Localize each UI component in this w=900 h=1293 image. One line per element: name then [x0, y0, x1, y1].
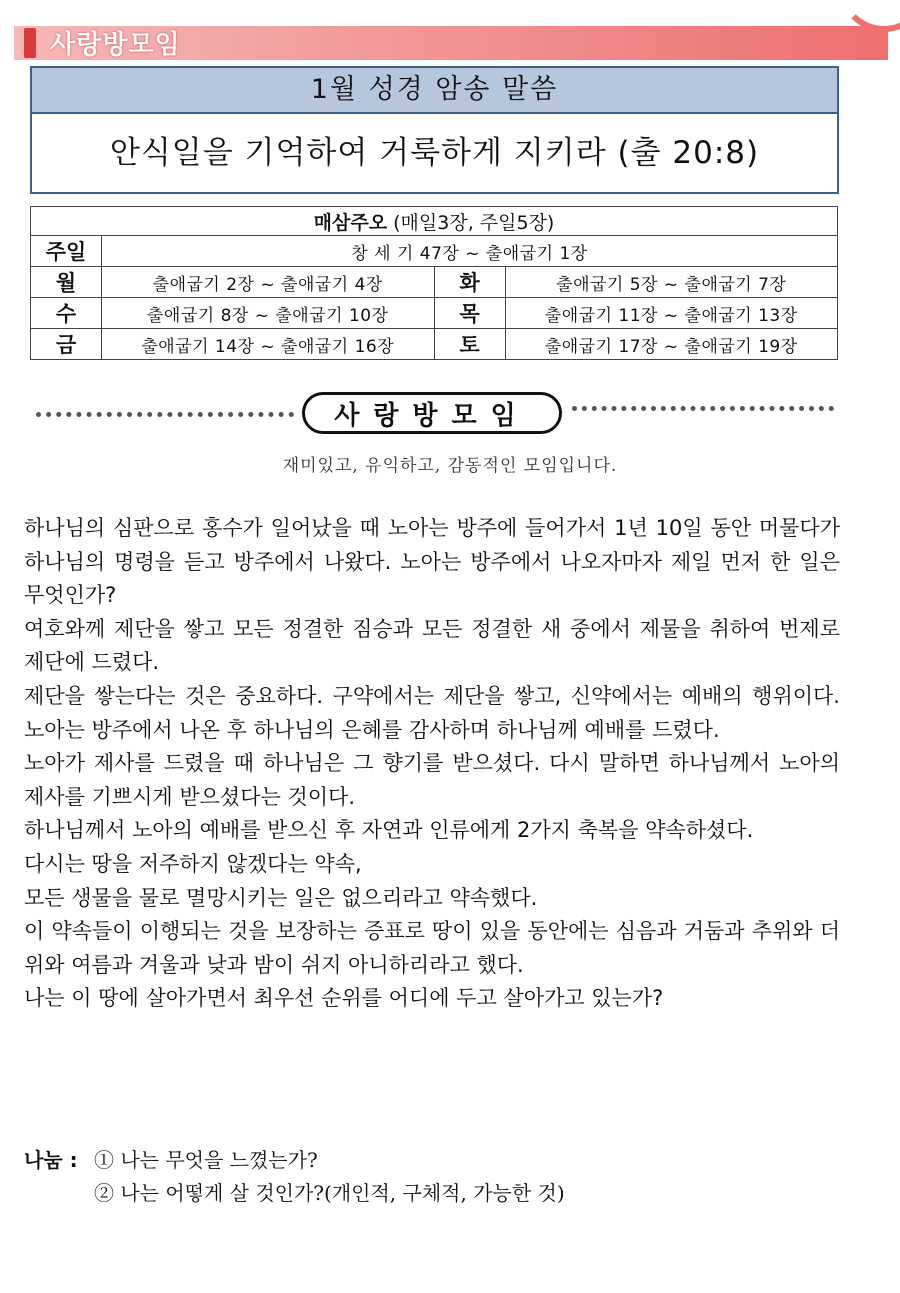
- sharing-row-2: [24, 1177, 565, 1210]
- day-label: 화: [434, 267, 505, 298]
- dotted-divider-right: [572, 406, 834, 411]
- day-label: 토: [434, 329, 505, 360]
- memory-verse-text: 안식일을 기억하여 거룩하게 지키라 (출 20:8): [109, 135, 760, 171]
- day-label: 수: [31, 298, 102, 329]
- day-label: 월: [31, 267, 102, 298]
- paragraph: 나는 이 땅에 살아가면서 최우선 순위를 어디에 두고 살아가고 있는가?: [24, 986, 664, 1011]
- article-body: [24, 512, 840, 1016]
- reading-plan-table: [30, 206, 838, 360]
- section-title: 사랑방모임: [302, 392, 562, 434]
- reading-plan-title: [31, 207, 838, 236]
- reading-row: [31, 298, 838, 329]
- reading-range: 출애굽기 2장 ~ 출애굽기 4장: [102, 267, 435, 298]
- day-label: 주일: [31, 236, 102, 267]
- reading-row: [31, 267, 838, 298]
- sharing-row-1: [24, 1144, 565, 1177]
- reading-range: 출애굽기 17장 ~ 출애굽기 19장: [505, 329, 838, 360]
- reading-range: 출애굽기 5장 ~ 출애굽기 7장: [505, 267, 838, 298]
- paragraph: 다시는 땅을 저주하지 않겠다는 약속,: [24, 851, 362, 876]
- memory-verse-box: [30, 66, 839, 194]
- reading-plan-title-row: [31, 207, 838, 236]
- header-title: 사랑방모임: [50, 30, 181, 60]
- sharing-questions: [24, 1144, 565, 1210]
- paragraph: 제단을 쌓는다는 것은 중요하다. 구약에서는 제단을 쌓고, 신약에서는 예배의 행위이다. 노아는 방주에서 나온 후 하나님의 은혜를 감사하며 하나님께 예배를 드렸다.: [24, 683, 840, 742]
- reading-range: 출애굽기 14장 ~ 출애굽기 16장: [102, 329, 435, 360]
- paragraph: 하나님의 심판으로 홍수가 일어났을 때 노아는 방주에 들어가서 1년 10일 동안 머물다가 하나님의 명령을 듣고 방주에서 나왔다. 노아는 방주에서 나오자마자 제일 먼저 한 일은 무엇인가?: [24, 516, 840, 608]
- reading-range: 출애굽기 11장 ~ 출애굽기 13장: [505, 298, 838, 329]
- paragraph: 모든 생물을 물로 멸망시키는 일은 없으리라고 약속했다.: [24, 885, 538, 910]
- header-accent-bar: [24, 28, 36, 58]
- paragraph: 여호와께 제단을 쌓고 모든 정결한 짐승과 모든 정결한 새 중에서 제물을 취하여 번제로 제단에 드렸다.: [24, 616, 840, 675]
- memory-verse-heading: 1월 성경 암송 말씀: [32, 68, 837, 114]
- sharing-question-1: ① 나는 무엇을 느꼈는가?: [94, 1148, 318, 1172]
- day-label: 금: [31, 329, 102, 360]
- sharing-question-2: ② 나는 어떻게 살 것인가?(개인적, 구체적, 가능한 것): [94, 1181, 565, 1205]
- reading-row: [31, 329, 838, 360]
- paragraph: 이 약속들이 이행되는 것을 보장하는 증표로 땅이 있을 동안에는 심음과 거둠과 추위와 더위와 여름과 겨울과 낮과 밤이 쉬지 아니하리라고 했다.: [24, 919, 840, 977]
- paragraph: 하나님께서 노아의 예배를 받으신 후 자연과 인류에게 2가지 축복을 약속하셨다.: [24, 818, 754, 843]
- dotted-divider-left: [36, 412, 294, 417]
- section-tagline: 재미있고, 유익하고, 감동적인 모임입니다.: [282, 456, 618, 476]
- sharing-label: 나눔 :: [24, 1148, 78, 1172]
- reading-plan-title-rest: (매일3장, 주일5장): [393, 211, 555, 234]
- day-label: 목: [434, 298, 505, 329]
- reading-row-sunday: [31, 236, 838, 267]
- paragraph: 노아가 제사를 드렸을 때 하나님은 그 향기를 받으셨다. 다시 말하면 하나님께서 노아의 제사를 기쁘시게 받으셨다는 것이다.: [24, 751, 840, 809]
- reading-plan-title-bold: 매삼주오: [313, 211, 388, 234]
- reading-range: 출애굽기 8장 ~ 출애굽기 10장: [102, 298, 435, 329]
- reading-range: 창 세 기 47장 ~ 출애굽기 1장: [102, 236, 838, 267]
